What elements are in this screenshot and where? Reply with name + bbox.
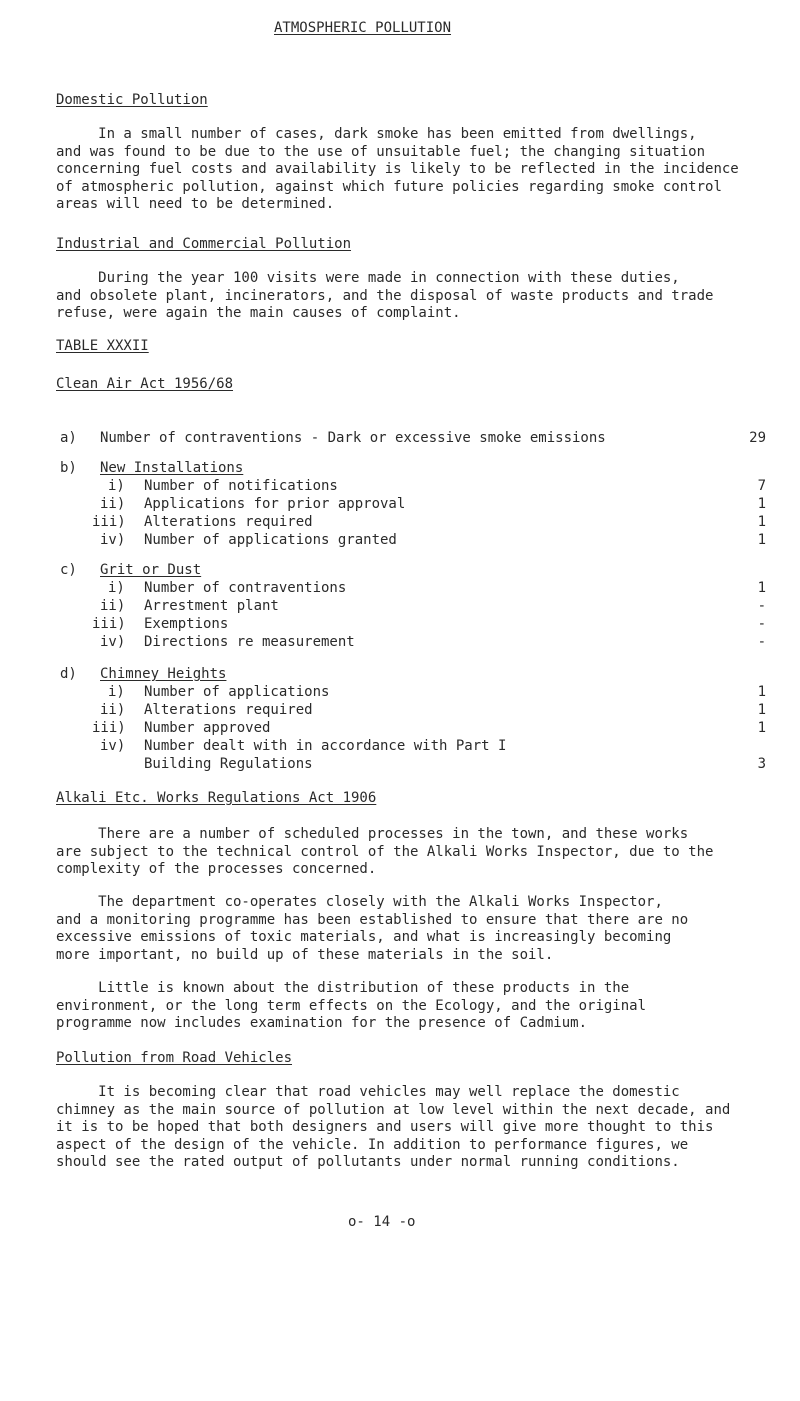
d-iv-continuation-value: 3 [757, 756, 766, 772]
c-ii-text: Arrestment plant [144, 598, 279, 614]
text-line: concerning fuel costs and availability is likely to be reflected in the incidence [56, 161, 739, 177]
table-title: Clean Air Act 1956/68 [56, 376, 234, 392]
c-iv-text: Directions re measurement [144, 634, 355, 650]
b-ii-text: Applications for prior approval [144, 496, 406, 512]
d-i-value: 1 [757, 684, 766, 700]
d-ii-roman: ii) [100, 702, 126, 718]
section-a-value: 29 [749, 430, 766, 446]
b-ii-value: 1 [757, 496, 766, 512]
text-line: programme now includes examination for the presence of Cadmium. [56, 1015, 588, 1031]
d-ii-text: Alterations required [144, 702, 313, 718]
section-b-marker: b) [60, 460, 77, 476]
alkali-paragraph-3 [56, 980, 756, 1033]
d-iv-text: Number dealt with in accordance with Part I [144, 738, 507, 754]
alkali-heading: Alkali Etc. Works Regulations Act 1906 [56, 790, 377, 806]
d-ii-value: 1 [757, 702, 766, 718]
page-title: ATMOSPHERIC POLLUTION [274, 20, 452, 36]
text-line: areas will need to be determined. [56, 196, 335, 212]
b-i-text: Number of notifications [144, 478, 338, 494]
alkali-paragraph-1 [56, 826, 756, 879]
text-line: complexity of the processes concerned. [56, 861, 377, 877]
c-iv-value: - [757, 634, 766, 650]
text-line: chimney as the main source of pollution at low level within the next decade, and [56, 1101, 731, 1118]
c-iii-roman: iii) [92, 616, 126, 632]
d-iv-continuation-text: Building Regulations [144, 756, 313, 772]
page-number: o- 14 -o [348, 1214, 416, 1230]
section-c-heading: Grit or Dust [100, 562, 202, 578]
table-label: TABLE XXXII [56, 338, 149, 354]
b-iii-text: Alterations required [144, 514, 313, 530]
domestic-paragraph [56, 126, 756, 214]
road-heading: Pollution from Road Vehicles [56, 1050, 293, 1066]
b-iv-roman: iv) [100, 532, 126, 548]
section-a-text: Number of contraventions - Dark or excessive smoke emissions [100, 430, 606, 446]
text-line: more important, no build up of these materials in the soil. [56, 946, 554, 963]
c-ii-value: - [757, 598, 766, 614]
section-d-heading: Chimney Heights [100, 666, 227, 682]
alkali-paragraph-2 [56, 894, 756, 964]
text-line: excessive emissions of toxic materials, and what is increasingly becoming [56, 929, 672, 945]
d-iv-roman: iv) [100, 738, 126, 754]
section-a-marker: a) [60, 430, 77, 446]
c-ii-roman: ii) [100, 598, 126, 614]
b-i-roman: i) [108, 478, 125, 494]
text-line: and obsolete plant, incinerators, and the disposal of waste products and trade [56, 287, 714, 304]
industrial-heading: Industrial and Commercial Pollution [56, 236, 352, 252]
b-iii-roman: iii) [92, 514, 126, 530]
c-iii-value: - [757, 616, 766, 632]
section-c-marker: c) [60, 562, 77, 578]
d-i-text: Number of applications [144, 684, 330, 700]
d-i-roman: i) [108, 684, 125, 700]
d-iii-value: 1 [757, 720, 766, 736]
c-iv-roman: iv) [100, 634, 126, 650]
text-line: There are a number of scheduled processes in the town, and these works [56, 826, 689, 842]
c-i-roman: i) [108, 580, 125, 596]
text-line: are subject to the technical control of the Alkali Works Inspector, due to the [56, 843, 714, 860]
domestic-heading: Domestic Pollution [56, 92, 208, 108]
text-line: it is to be hoped that both designers and users will give more thought to this [56, 1119, 714, 1135]
b-iv-value: 1 [757, 532, 766, 548]
b-i-value: 7 [757, 478, 766, 494]
b-ii-roman: ii) [100, 496, 126, 512]
b-iv-text: Number of applications granted [144, 532, 397, 548]
text-line: refuse, were again the main causes of complaint. [56, 305, 461, 321]
text-line: and a monitoring programme has been established to ensure that there are no [56, 911, 689, 928]
c-i-text: Number of contraventions [144, 580, 347, 596]
d-iii-text: Number approved [144, 720, 271, 736]
d-iii-roman: iii) [92, 720, 126, 736]
text-line: In a small number of cases, dark smoke has been emitted from dwellings, [56, 126, 697, 142]
text-line: should see the rated output of pollutants under normal running conditions. [56, 1154, 680, 1170]
text-line: Little is known about the distribution of these products in the [56, 980, 630, 996]
text-line: The department co-operates closely with the Alkali Works Inspector, [56, 894, 663, 910]
text-line: aspect of the design of the vehicle. In addition to performance figures, we [56, 1136, 689, 1153]
road-paragraph [56, 1084, 756, 1172]
industrial-paragraph [56, 270, 756, 323]
c-iii-text: Exemptions [144, 616, 229, 632]
text-line: and was found to be due to the use of unsuitable fuel; the changing situation [56, 143, 706, 160]
c-i-value: 1 [757, 580, 766, 596]
section-d-marker: d) [60, 666, 77, 682]
b-iii-value: 1 [757, 514, 766, 530]
text-line: environment, or the long term effects on the Ecology, and the original [56, 997, 647, 1014]
text-line: of atmospheric pollution, against which future policies regarding smoke control [56, 178, 722, 195]
text-line: During the year 100 visits were made in connection with these duties, [56, 270, 680, 286]
text-line: It is becoming clear that road vehicles may well replace the domestic [56, 1084, 680, 1100]
section-b-heading: New Installations [100, 460, 244, 476]
